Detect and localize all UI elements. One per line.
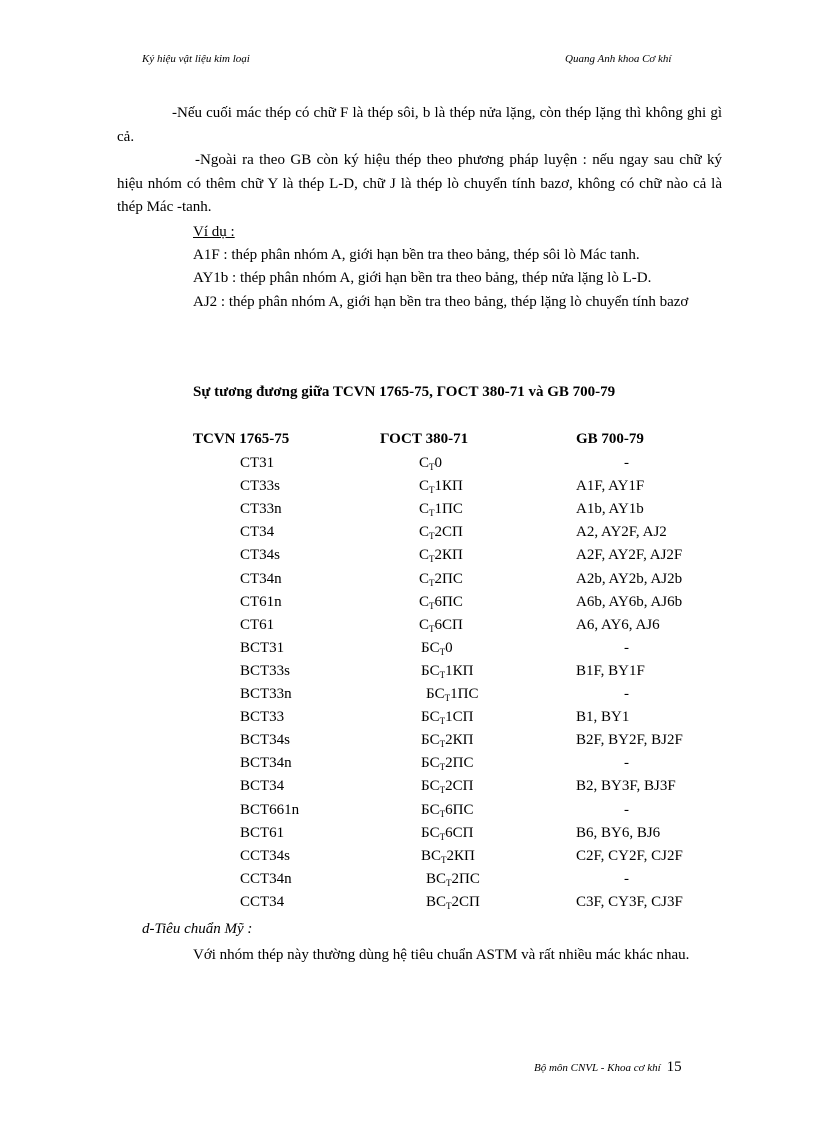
gost-suffix: 1ПС [434, 501, 463, 518]
table-row [0, 571, 816, 594]
cell-gost [421, 663, 473, 680]
cell-tcvn: BCT661n [240, 801, 300, 818]
cell-gb: A1b, AY1b [576, 501, 644, 518]
table-row [0, 524, 816, 547]
cell-gb: A2, AY2F, AJ2 [576, 524, 667, 541]
cell-gost [419, 594, 463, 611]
example-label: Ví dụ : [193, 224, 235, 240]
cell-gost [426, 894, 480, 911]
cell-gb: B2F, BY2F, BJ2F [576, 732, 683, 749]
table-row [0, 732, 816, 755]
table-row [0, 871, 816, 894]
cell-tcvn: CT34s [240, 547, 281, 564]
gost-prefix: БC [426, 686, 445, 702]
cell-gb: A6b, AY6b, AJ6b [576, 593, 683, 610]
cell-gb: B2, BY3F, BJ3F [576, 778, 676, 795]
example-line-2: AY1b : thép phân nhóm A, giới hạn bền tra theo bảng, thép nửa lặng lò L-D. [193, 270, 652, 286]
gost-subscript: T [429, 623, 435, 634]
gost-suffix: 2КП [434, 547, 463, 564]
gost-suffix: 6СП [434, 616, 463, 633]
table-title: Sự tương đương giữa TCVN 1765-75, ГОСТ 380-71 và GB 700-79 [193, 384, 616, 400]
cell-gb: C3F, CY3F, CJ3F [576, 893, 683, 910]
gost-prefix: БC [421, 801, 440, 818]
cell-gost [421, 755, 473, 772]
gost-subscript: T [429, 462, 435, 472]
gost-suffix: 2СП [434, 524, 463, 541]
cell-tcvn: BCT33n [240, 686, 292, 702]
gost-suffix: 2КП [445, 732, 474, 749]
col-header-tcvn: TCVN 1765-75 [193, 431, 290, 447]
cell-gost [426, 871, 480, 888]
cell-gb: - [624, 686, 629, 702]
table-row [0, 755, 816, 778]
table-row [0, 848, 816, 871]
table-row [0, 802, 816, 825]
table-row [0, 547, 816, 570]
cell-gost [421, 848, 475, 865]
gost-suffix: 2ПС [445, 755, 474, 772]
gost-subscript: T [429, 531, 435, 542]
cell-tcvn: BCT34 [240, 778, 285, 795]
cell-gost [419, 617, 463, 634]
gost-subscript: T [429, 600, 435, 611]
col-header-gb: GB 700-79 [576, 431, 644, 447]
gost-prefix: БC [421, 778, 440, 795]
gost-suffix: 6ПС [434, 593, 463, 610]
gost-suffix: 2ПС [434, 570, 463, 587]
gost-suffix: 0 [434, 455, 443, 471]
gost-suffix: 2СП [445, 778, 474, 795]
gost-suffix: 1КП [445, 662, 474, 679]
cell-gost [421, 732, 473, 749]
gost-subscript: T [446, 900, 452, 911]
gost-suffix: 1КП [434, 478, 463, 495]
gost-subscript: T [429, 485, 435, 496]
cell-tcvn: CT31 [240, 455, 275, 471]
header-author: Quang Anh khoa Cơ khí [565, 53, 672, 65]
cell-gb: - [624, 455, 629, 471]
table-row [0, 894, 816, 917]
cell-gb: B6, BY6, BJ6 [576, 824, 661, 841]
cell-gost [421, 640, 453, 657]
gost-suffix: 2ПС [451, 870, 480, 887]
section-text: Với nhóm thép này thường dùng hệ tiêu chuẩn ASTM và rất nhiều mác khác nhau. [193, 947, 690, 963]
cell-tcvn: BCT34s [240, 732, 291, 749]
gost-subscript: T [439, 646, 446, 657]
cell-gost [421, 802, 473, 819]
gost-prefix: BC [421, 847, 442, 864]
cell-gost [426, 686, 478, 703]
table-row [0, 709, 816, 732]
gost-suffix: 2СП [451, 893, 480, 910]
gost-subscript: T [439, 716, 446, 727]
cell-gost [419, 501, 463, 518]
gost-subscript: T [429, 577, 435, 588]
gost-prefix: БC [421, 639, 440, 656]
cell-gost [419, 455, 442, 472]
cell-tcvn: BCT34n [240, 755, 292, 772]
gost-prefix: БC [421, 755, 440, 772]
col-header-gost: ГОСТ 380-71 [380, 431, 469, 447]
cell-tcvn: BCT33 [240, 709, 285, 726]
cell-tcvn: CT61n [240, 593, 282, 610]
gost-prefix: БC [421, 732, 440, 749]
gost-subscript: T [439, 808, 446, 819]
gost-prefix: БC [421, 662, 440, 679]
gost-suffix: 1СП [445, 709, 474, 726]
gost-prefix: БC [421, 824, 440, 841]
gost-subscript: T [441, 854, 447, 865]
example-line-3: AJ2 : thép phân nhóm A, giới hạn bền tra theo bảng, thép lặng lò chuyển tính bazơ [193, 294, 689, 310]
cell-tcvn: CCT34n [240, 870, 292, 887]
paragraph-suffix-rule: -Nếu cuối mác thép có chữ F là thép sôi, b là thép nửa lặng, còn thép lặng thì không ghi gì cả. [117, 105, 722, 145]
gost-subscript: T [439, 669, 446, 680]
gost-suffix: 6ПС [445, 801, 474, 818]
cell-gb: A2b, AY2b, AJ2b [576, 570, 683, 587]
gost-prefix: C [419, 570, 430, 587]
gost-prefix: BC [426, 893, 447, 910]
table-row [0, 501, 816, 524]
gost-subscript: T [439, 762, 446, 773]
cell-gost [421, 709, 473, 726]
cell-gb: A6, AY6, AJ6 [576, 616, 660, 633]
gost-suffix: 6СП [445, 824, 474, 841]
table-row [0, 825, 816, 848]
cell-gb: B1, BY1 [576, 709, 630, 726]
example-line-1: A1F : thép phân nhóm A, giới hạn bền tra theo bảng, thép sôi lò Mác tanh. [193, 247, 640, 263]
table-row [0, 686, 816, 709]
cell-tcvn: BCT61 [240, 824, 285, 841]
gost-suffix: 2КП [446, 847, 475, 864]
footer-department: Bộ môn CNVL - Khoa cơ khí [534, 1062, 661, 1074]
gost-subscript: T [439, 785, 446, 796]
gost-prefix: C [419, 524, 430, 541]
gost-subscript: T [429, 554, 435, 565]
gost-prefix: C [419, 547, 430, 564]
cell-tcvn: BCT33s [240, 662, 291, 679]
cell-gost [421, 825, 473, 842]
section-title-us-standard: d-Tiêu chuẩn Mỹ : [142, 921, 253, 937]
cell-gost [421, 778, 473, 795]
table-row [0, 663, 816, 686]
gost-suffix: 1ПС [450, 686, 479, 702]
page-number: 15 [666, 1059, 682, 1075]
cell-gb: - [624, 755, 629, 772]
gost-prefix: БC [421, 709, 440, 726]
cell-tcvn: CT33s [240, 478, 281, 495]
cell-tcvn: CT34n [240, 570, 282, 587]
gost-subscript: T [446, 877, 452, 888]
cell-gost [419, 547, 463, 564]
page-footer [534, 1058, 682, 1076]
cell-gb: - [624, 870, 629, 887]
gost-subscript: T [439, 831, 446, 842]
cell-gb: A1F, AY1F [576, 478, 645, 495]
gost-subscript: T [444, 693, 451, 703]
cell-tcvn: BCT31 [240, 639, 285, 656]
gost-subscript: T [439, 739, 446, 750]
cell-tcvn: CCT34 [240, 893, 285, 910]
gost-prefix: C [419, 455, 430, 471]
cell-gb: - [624, 639, 629, 656]
paragraph-gb-smelting-method: -Ngoài ra theo GB còn ký hiệu thép theo phương pháp luyện : nếu ngay sau chữ ký hiệu nhóm có thêm chữ Y là thép L-D, chữ J là thép lò chuyển tính bazơ, không có chữ nào cả là thép Mác -tanh. [117, 152, 722, 215]
table-row [0, 617, 816, 640]
table-row [0, 594, 816, 617]
cell-gost [419, 524, 463, 541]
cell-gb: C2F, CY2F, CJ2F [576, 847, 683, 864]
gost-prefix: C [419, 593, 430, 610]
header-document-title: Ký hiệu vật liệu kim loại [142, 53, 250, 65]
table-row [0, 640, 816, 663]
cell-gb: - [624, 801, 629, 818]
cell-tcvn: CT61 [240, 616, 275, 633]
table-row [0, 478, 816, 501]
cell-gb: A2F, AY2F, AJ2F [576, 547, 683, 564]
gost-prefix: C [419, 616, 430, 633]
gost-prefix: C [419, 501, 430, 518]
table-row [0, 455, 816, 478]
gost-subscript: T [429, 508, 435, 519]
cell-tcvn: CCT34s [240, 847, 291, 864]
gost-prefix: C [419, 478, 430, 495]
cell-gost [419, 571, 463, 588]
table-row [0, 778, 816, 801]
cell-tcvn: CT34 [240, 524, 275, 541]
cell-tcvn: CT33n [240, 501, 282, 518]
gost-suffix: 0 [445, 639, 453, 656]
cell-gb: B1F, BY1F [576, 662, 645, 679]
cell-gost [419, 478, 463, 495]
gost-prefix: BC [426, 870, 447, 887]
